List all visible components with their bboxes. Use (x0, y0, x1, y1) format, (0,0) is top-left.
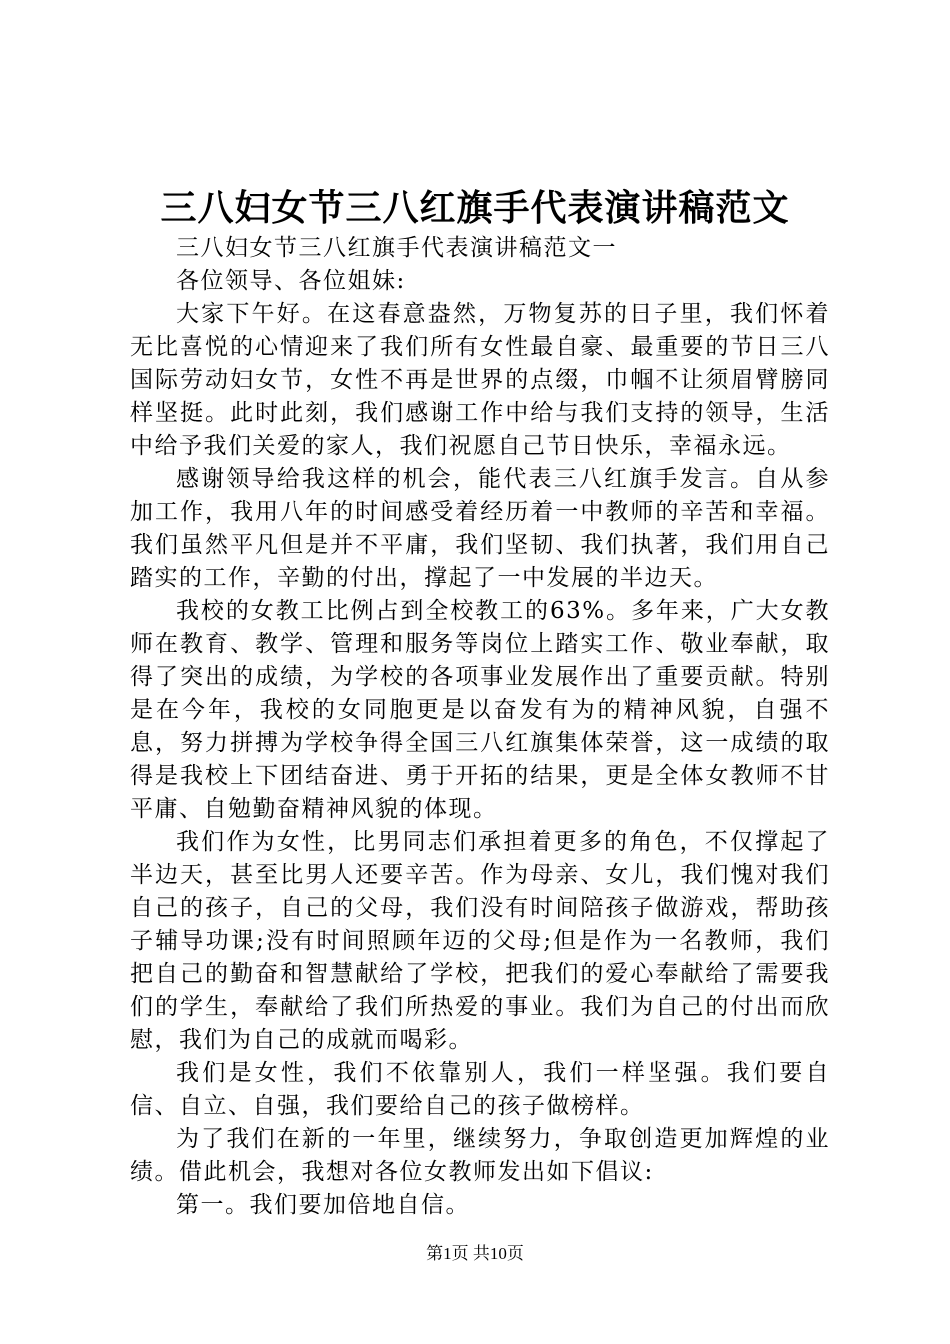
document-body (130, 232, 830, 1222)
paragraph: 三八妇女节三八红旗手代表演讲稿范文一 (176, 235, 617, 261)
document-title: 三八妇女节三八红旗手代表演讲稿范文 (160, 187, 790, 229)
paragraph: 第一。我们要加倍地自信。 (176, 1192, 470, 1218)
page-number-footer: 第1页 共10页 (426, 1244, 524, 1263)
paragraph: 我们是女性，我们不依靠别人，我们一样坚强。我们要自信、自立、自强，我们要给自己的孩子做榜样。 (130, 1060, 830, 1119)
paragraph: 感谢领导给我这样的机会，能代表三八红旗手发言。自从参加工作，我用八年的时间感受着经历着一中教师的辛苦和幸福。我们虽然平凡但是并不平庸，我们坚韧、我们执著，我们用自己踏实的工作，辛勤的付出，撑起了一中发展的半边天。 (130, 466, 830, 591)
paragraph: 为了我们在新的一年里，继续努力，争取创造更加辉煌的业绩。借此机会，我想对各位女教师发出如下倡议: (130, 1126, 830, 1185)
paragraph: 各位领导、各位姐妹: (176, 268, 406, 294)
paragraph: 大家下午好。在这春意盎然，万物复苏的日子里，我们怀着无比喜悦的心情迎来了我们所有女性最自豪、最重要的节日三八国际劳动妇女节，女性不再是世界的点缀，巾帼不让须眉臂膀同样坚挺。此时此刻，我们感谢工作中给与我们支持的领导，生活中给予我们关爱的家人，我们祝愿自己节日快乐，幸福永远。 (130, 301, 830, 459)
paragraph: 我们作为女性，比男同志们承担着更多的角色，不仅撑起了半边天，甚至比男人还要辛苦。作为母亲、女儿，我们愧对我们自己的孩子，自己的父母，我们没有时间陪孩子做游戏，帮助孩子辅导功课;没有时间照顾年迈的父母;但是作为一名教师，我们把自己的勤奋和智慧献给了学校，把我们的爱心奉献给了需要我们的学生，奉献给了我们所热爱的事业。我们为自己的付出而欣慰，我们为自己的成就而喝彩。 (130, 829, 830, 1053)
paragraph: 我校的女教工比例占到全校教工的63%。多年来，广大女教师在教育、教学、管理和服务等岗位上踏实工作、敬业奉献，取得了突出的成绩，为学校的各项事业发展作出了重要贡献。特别是在今年，我校的女同胞更是以奋发有为的精神风貌，自强不息，努力拼搏为学校争得全国三八红旗集体荣誉，这一成绩的取得是我校上下团结奋进、勇于开拓的结果，更是全体女教师不甘平庸、自勉勤奋精神风貌的体现。 (130, 598, 830, 822)
